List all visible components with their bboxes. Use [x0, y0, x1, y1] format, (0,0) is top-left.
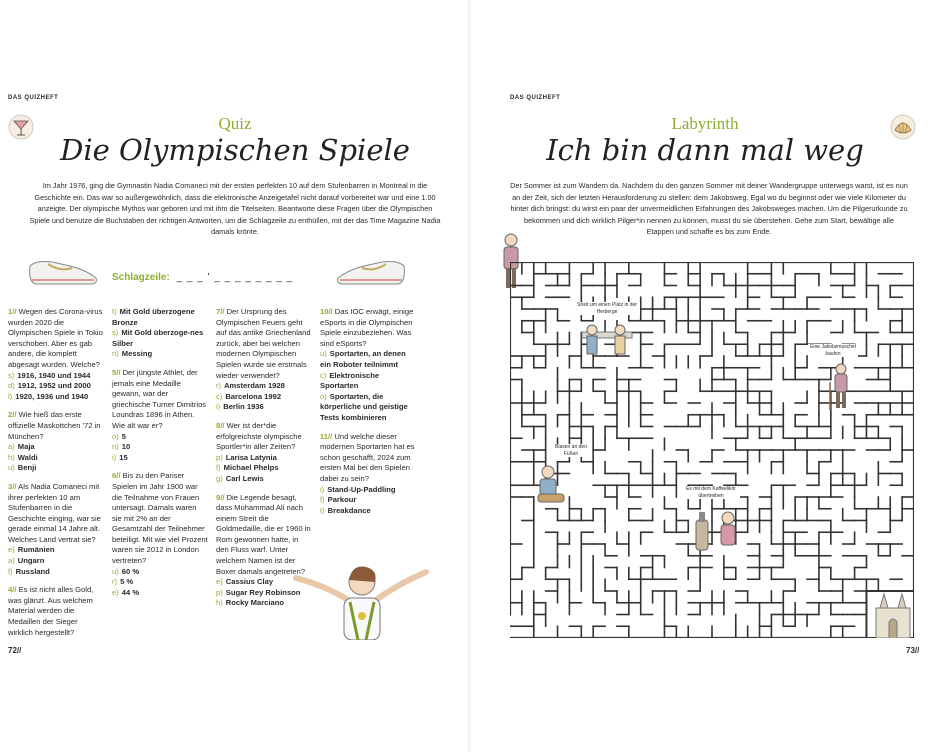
option-letter: r) [112, 577, 118, 587]
question-text: Wie hieß das erste offizielle Maskottchen '72 in München? [8, 410, 101, 441]
blister-illustration [532, 464, 568, 506]
answer-option [8, 381, 104, 392]
answer-option [112, 307, 208, 328]
option-text: 44 % [121, 587, 140, 597]
option-letter: a) [8, 556, 15, 566]
running-header: DAS QUIZHEFT [8, 95, 59, 101]
option-text: Rumänien [17, 545, 55, 555]
question-text: Die Legende besagt, dass Muhammad Ali nach einem Streit die Goldmedaille, die er 1960 in Rom gewonnen hatte, in den Fluss warf. Unter welchem Namen ist der Boxer damals angetreten? [216, 492, 311, 576]
option-letter: c) [320, 370, 327, 380]
labyrinth-intro: Der Sommer ist zum Wandern da. Nachdem du den ganzen Sommer mit deiner Wandergruppe unterwegs warst, ist es nun an der Zeit, sich der letzten Herausforderung zu stellen: dem Jakobsweg. Egal wo du beginnst oder wie viele Kilometer du hinter dich bringst: du wirst ein paar der unvermeidlichen Erfahrungen des Jakobsweges machen. Um die Pilgerurkunde zu bekommen und dich wirklich Pilger*in nennen zu können, musst du sie überstehen. Gehe zum Start, bewältige alle Etappen und schaffe es bis zum Ende. [510, 181, 908, 236]
option-letter: h) [8, 452, 15, 462]
answer-option [320, 371, 416, 392]
question-number: 2// [8, 410, 17, 420]
option-text: Larisa Latynia [225, 452, 277, 462]
question-text: Und welche dieser modernen Sportarten hat es schon geschafft, 2024 zum ersten Mal bei den Spielen dabei zu sein? [320, 431, 415, 483]
question-number: 5// [112, 367, 121, 377]
option-letter: i) [320, 484, 325, 494]
answer-option [112, 328, 208, 349]
option-text: Waldi [17, 452, 38, 462]
answer-option [216, 463, 312, 474]
answer-option [216, 392, 312, 403]
option-letter: s) [8, 370, 15, 380]
option-text: 60 % [121, 566, 140, 576]
question-number: 1// [8, 307, 17, 316]
answer-option [8, 442, 104, 453]
option-text: Amsterdam 1928 [224, 381, 285, 391]
question-column-1 [8, 307, 104, 646]
question-number: 3// [8, 481, 17, 491]
option-text: Berlin 1936 [223, 402, 264, 412]
option-letter: u) [320, 349, 327, 359]
question-text: Wer ist der*die erfolgreichste olympische Sportler*in aller Zeiten? [216, 420, 302, 452]
option-letter: i) [112, 452, 117, 462]
option-text: 5 % [120, 577, 134, 587]
answer-option [112, 432, 208, 443]
option-letter: n) [112, 442, 119, 452]
answer-option [216, 381, 312, 392]
question-number: 4// [8, 585, 17, 595]
answer-option [8, 371, 104, 382]
option-letter: u) [112, 566, 119, 576]
answer-option [112, 453, 208, 464]
option-letter: u) [8, 463, 15, 473]
quiz-intro: Im Jahr 1976, ging die Gymnastin Nadia Comaneci mit der ersten perfekten 10 auf dem Stufenbarren in Montreal in die Geschichte ein. Das war so außergewöhnlich, dass die elektronische Anzeigetafel nicht darauf vorbereitet war und eine 1.00 anzeigte. Der olympische Mythos war geboren und mit ihm die Titelseiten. Beantworte diese Fragen über die Olympischen Spiele und benutze die Buchstaben der richtigen Antworten, um die Schlagzeile zu enthüllen, mit der das Time Magazine Nadia damals krönte. [29, 181, 441, 236]
hiker-illustration [826, 362, 856, 412]
option-text: Sportarten, die körperliche und geistige Tests kombinieren [320, 391, 408, 422]
question-text: Es ist nicht alles Gold, was glänzt. Aus welchem Material werden die Medaillen der Sieger wirklich hergestellt? [8, 585, 94, 637]
option-text: Michael Phelps [223, 463, 279, 473]
option-text: Parkour [327, 495, 357, 505]
sneaker-icon [332, 252, 408, 288]
option-letter: n) [112, 349, 119, 359]
option-text: Barcelona 1992 [225, 391, 282, 401]
question-5 [112, 368, 208, 463]
quiz-kicker: Quiz [218, 114, 252, 133]
gymnast-illustration [286, 558, 436, 640]
answer-option [8, 545, 104, 556]
option-text: 15 [119, 452, 128, 462]
answer-option [8, 463, 104, 474]
option-letter: o) [320, 391, 327, 401]
option-text: Cassius Clay [225, 577, 274, 587]
labyrinth-kicker: Labyrinth [671, 114, 739, 133]
option-letter: f) [320, 495, 325, 505]
option-text: Elektronische Sportarten [320, 370, 380, 391]
answer-option [112, 567, 208, 578]
option-text: 1916, 1940 und 1944 [17, 370, 91, 380]
answer-option [112, 349, 208, 360]
headline-label: Schlagzeile: [112, 272, 170, 283]
question-2 [8, 410, 104, 474]
answer-option [8, 453, 104, 464]
question-4 [8, 585, 104, 638]
headline-blanks: _ _ _ ' _ _ _ _ _ _ _ _ [176, 272, 294, 283]
sneaker-icon [26, 252, 102, 288]
answer-option [216, 474, 312, 485]
option-text: Benji [17, 463, 37, 473]
page-number: 72// [8, 646, 22, 655]
station-label: Es mit dem Kaffeelikör übertreiben [682, 486, 740, 499]
option-letter: f) [216, 463, 221, 473]
question-column-2 [112, 307, 208, 606]
option-letter: c) [216, 391, 223, 401]
option-letter: f) [8, 566, 13, 576]
answer-option [216, 453, 312, 464]
option-text: Breakdance [327, 505, 371, 515]
question-column-4 [320, 307, 416, 524]
question-text: Wegen des Corona-virus wurden 2020 die Olympischen Spiele in Tokio verschoben. Aber es gab andere, die komplett abgesagt wurden. Welche? [8, 307, 103, 369]
question-number: 11// [320, 431, 333, 441]
question-text: Das IOC erwägt, einige eSports in die Olympischen Spiele einzubeziehen. Was sind eSports? [320, 307, 414, 348]
answer-option [8, 392, 104, 403]
question-3 [8, 482, 104, 577]
answer-option [112, 442, 208, 453]
option-letter: r) [216, 381, 222, 391]
question-7 [216, 307, 312, 413]
answer-option [320, 349, 416, 370]
option-letter: e) [112, 587, 119, 597]
page-number: 73// [906, 646, 920, 655]
answer-option [8, 556, 104, 567]
option-letter: d) [8, 381, 15, 391]
cathedral-illustration [872, 590, 914, 638]
question-6 [112, 471, 208, 598]
option-letter: p) [216, 587, 223, 597]
question-text: Der jüngste Athlet, der jemals eine Medaille gewann, war der griechische Turner Dimitrios Loundras 1896 in Athen. Wie alt war er? [112, 367, 207, 430]
option-letter: e) [8, 545, 15, 555]
option-letter: l) [8, 391, 13, 401]
station-label: Eine Jakobsmuschel kaufen [808, 344, 858, 357]
option-letter: s) [112, 328, 119, 338]
labyrinth-title: Ich bin dann mal weg [546, 133, 864, 167]
question-number: 6// [112, 471, 121, 481]
option-text: 1920, 1936 und 1940 [15, 391, 89, 401]
answer-option [112, 577, 208, 588]
option-letter: o) [112, 431, 119, 441]
question-1 [8, 307, 104, 402]
option-letter: e) [216, 577, 223, 587]
station-label: Blasen an den Füßen [552, 444, 590, 457]
question-number: 10// [320, 307, 333, 316]
question-text: Bis zu den Pariser Spielen im Jahr 1900 war die Teilnahme von Frauen untersagt. Damals waren sie mit 2% an der Gesamtzahl der Teilnehmer beteiligt. Mit wie viel Prozent waren sie 2012 in London vertreten? [112, 471, 208, 566]
quarrel-illustration [578, 322, 636, 370]
option-text: Messing [121, 349, 153, 359]
option-text: Mit Gold überzogene Bronze [112, 307, 195, 327]
option-letter: t) [112, 307, 117, 316]
quiz-title: Die Olympischen Spiele [60, 133, 410, 167]
question-8 [216, 421, 312, 485]
option-text: Rocky Marciano [225, 598, 285, 608]
question-text: Der Ursprung des Olympischen Feuers geht auf das antike Griechenland zurück, aber bei welchen modernen Olympischen Spielen wurde sie erstmals wieder verwendet? [216, 307, 311, 380]
question-10 [320, 307, 416, 424]
question-number: 9// [216, 492, 225, 502]
question-number: 8// [216, 420, 225, 430]
option-text: Ungarn [17, 556, 45, 566]
option-letter: p) [216, 452, 223, 462]
question-text: Als Nadia Comaneci mit ihrer perfekten 10 am Stufenbarren in die Geschichte einging, war sie gerade einmal 14 Jahre alt. Welches Land vertrat sie? [8, 481, 101, 544]
answer-option [216, 402, 312, 413]
option-text: 1912, 1952 und 2000 [17, 381, 91, 391]
option-text: Carl Lewis [225, 473, 264, 483]
option-letter: h) [216, 598, 223, 608]
option-text: Mit Gold überzoge-nes Silber [112, 328, 204, 348]
station-label: Streit um einen Platz in der Herberge [574, 302, 640, 315]
option-letter: t) [320, 505, 325, 515]
option-text: Maja [17, 442, 35, 452]
bottle-icon [692, 508, 742, 554]
right-page [470, 0, 940, 752]
option-letter: a) [8, 442, 15, 452]
option-text: Sportarten, an denen ein Roboter teilnimmt [320, 349, 406, 369]
answer-option [320, 392, 416, 424]
option-text: Stand-Up-Paddling [327, 484, 396, 494]
headline-row [112, 272, 293, 283]
answer-option [320, 506, 416, 517]
answer-option [320, 495, 416, 506]
answer-option [8, 567, 104, 578]
option-text: 10 [121, 442, 131, 452]
option-letter: i) [216, 402, 221, 412]
option-text: 5 [121, 431, 126, 441]
question-4-answers [112, 307, 208, 360]
option-text: Russland [15, 566, 50, 576]
option-letter: g) [216, 473, 223, 483]
running-header: DAS QUIZHEFT [510, 95, 561, 101]
answer-option [112, 588, 208, 599]
question-11 [320, 432, 416, 517]
question-number: 7// [216, 307, 225, 316]
option-text: Sugar Rey Robinson [225, 587, 301, 597]
answer-option [320, 485, 416, 496]
